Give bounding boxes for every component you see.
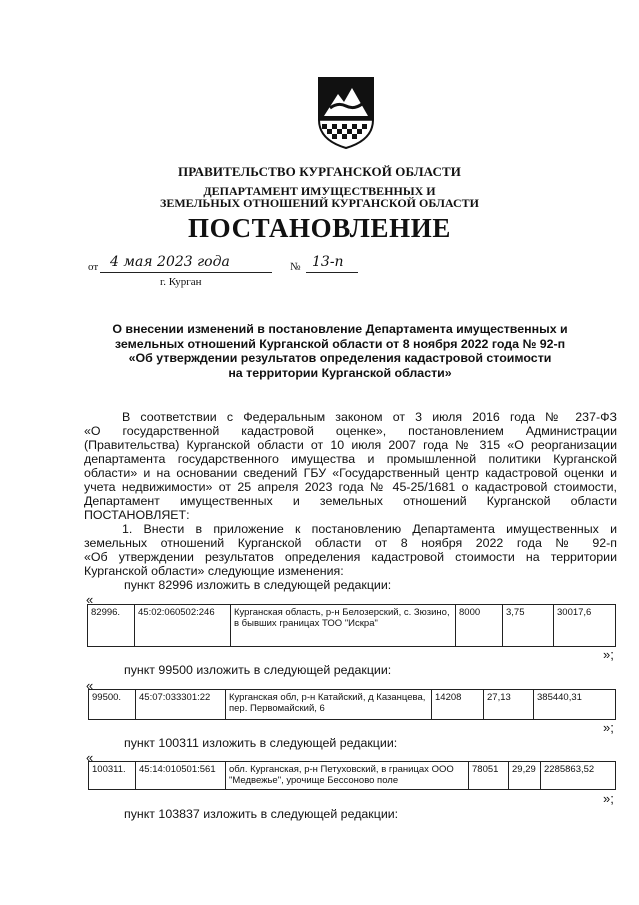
table-cell-address: обл. Курганская, р-н Петуховский, в границах ООО "Медвежье", урочище Бессоново поле [226,762,469,790]
item-label: пункт 100311 изложить в следующей редакции: [124,736,398,750]
paragraph-line: (Правительства) Курганской области от 10 июля 2007 года № 315 «О реорганизации [84,438,617,452]
table-cell-value: 2285863,52 [541,762,616,790]
subject-line: О внесении изменений в постановление Департамента имущественных и [112,322,568,336]
document-type-heading: ПОСТАНОВЛЕНИЕ [188,213,451,243]
date-underline [100,272,272,273]
close-quote: »; [603,791,614,806]
table-cell-area: 8000 [456,605,503,647]
city-name: г. Курган [160,276,202,288]
government-title: ПРАВИТЕЛЬСТВО КУРГАНСКОЙ ОБЛАСТИ [178,164,461,179]
cadastral-table [88,761,616,790]
paragraph-line: ПОСТАНОВЛЯЕТ: [84,508,190,522]
item-label: пункт 99500 изложить в следующей редакции: [124,663,392,677]
number-label: № [290,261,301,273]
table-cell-area: 14208 [432,690,484,720]
department-title-line2: ЗЕМЕЛЬНЫХ ОТНОШЕНИЙ КУРГАНСКОЙ ОБЛАСТИ [159,196,479,210]
item-label: пункт 103837 изложить в следующей редакции: [124,807,399,821]
cadastral-table [87,604,616,647]
table-cell-area: 78051 [469,762,509,790]
preamble-paragraph [84,410,617,522]
table-cell-rate: 3,75 [503,605,554,647]
table-cell-rate: 29,29 [509,762,541,790]
subject-line: на территории Курганской области» [228,365,452,380]
paragraph-line: области» и на основании сведений ГБУ «Государственный центр кадастровой оценки и [84,466,617,480]
coat-of-arms-emblem [316,76,376,150]
close-quote: »; [603,720,614,735]
document-subject [90,322,590,380]
table-row [89,762,616,790]
table-cell-value: 385440,31 [534,690,616,720]
decree-paragraph [84,522,617,578]
paragraph-line: учета недвижимости» от 25 апреля 2023 года № 45-25/1681 о кадастровой стоимости, [84,480,617,494]
table-row [89,690,616,720]
paragraph-line: Департамент имущественных и земельных отношений Курганской области [84,494,617,508]
paragraph-line: земельных отношений Курганской области от 8 ноября 2022 года № 92-п [84,536,617,550]
number-underline [306,272,358,273]
paragraph-line: 1. Внести в приложение к постановлению Департамента имущественных и [122,522,617,536]
handwritten-number: 13-п [312,254,344,270]
table-cell-index: 99500. [89,690,136,720]
paragraph-line: Курганской области» следующие изменения: [84,564,344,578]
subject-line: земельных отношений Курганской области от 8 ноября 2022 года № 92-п [114,336,566,351]
item-label: пункт 82996 изложить в следующей редакции: [124,578,392,592]
table-cell-address: Курганская область, р-н Белозерский, с. Зюзино, в бывших границах ТОО "Искра" [231,605,456,647]
open-quote: « [86,592,94,607]
paragraph-line: В соответствии с Федеральным законом от 3 июля 2016 года № 237-ФЗ [122,410,617,424]
date-from-label: от [88,261,99,273]
department-title-line1: ДЕПАРТАМЕНТ ИМУЩЕСТВЕННЫХ И [203,184,436,198]
paragraph-line: «Об утверждении результатов определения кадастровой стоимости на территории [84,550,617,564]
table-cell-index: 82996. [88,605,135,647]
table-row [88,605,616,647]
table-cell-cadastral-number: 45:07:033301:22 [136,690,226,720]
open-quote: « [86,750,94,765]
table-cell-rate: 27,13 [484,690,534,720]
table-cell-index: 100311. [89,762,136,790]
table-cell-cadastral-number: 45:14:010501:561 [136,762,226,790]
close-quote: »; [603,647,614,662]
table-cell-cadastral-number: 45:02:060502:246 [135,605,231,647]
cadastral-table [88,689,616,720]
paragraph-line: «О государственной кадастровой оценке», постановлением Администрации [84,424,617,438]
table-cell-value: 30017,6 [554,605,616,647]
subject-line: «Об утверждении результатов определения кадастровой стоимости [128,351,552,365]
table-cell-address: Курганская обл, р-н Катайский, д Казанцева, пер. Первомайский, 6 [226,690,432,720]
open-quote: « [86,678,94,693]
paragraph-line: департамента государственного имущества и промышленной политики Курганской [84,452,617,466]
handwritten-date: 4 мая 2023 года [110,254,230,270]
